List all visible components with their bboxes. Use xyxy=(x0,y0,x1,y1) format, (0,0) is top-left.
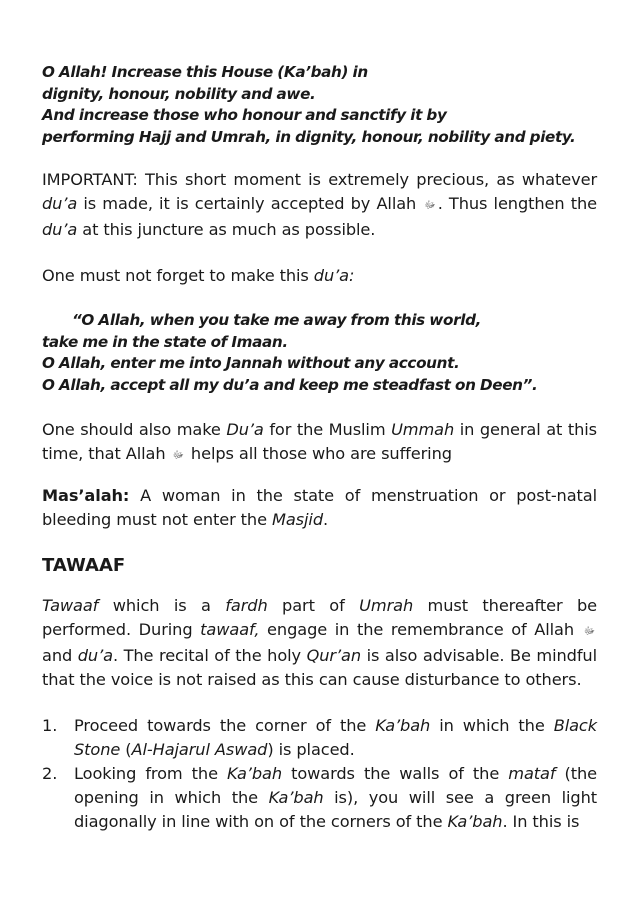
dua-line: “O Allah, when you take me away from this world, xyxy=(72,311,482,329)
ummah-paragraph: One should also make Du’a for the Muslim Ummah in general at this time, that Allah ﷻ helps all those who are suffering xyxy=(42,418,597,468)
steps-list xyxy=(42,714,597,834)
dua-line: O Allah, accept all my du’a and keep me steadfast on Deen”. xyxy=(42,375,538,394)
masalah-paragraph: Mas’alah: A woman in the state of menstruation or post-natal bleeding must not enter the Masjid. xyxy=(42,486,597,529)
dua-line: take me in the state of Imaan. xyxy=(42,332,288,351)
forget-paragraph: One must not forget to make this du’a: xyxy=(42,266,355,285)
tawaaf-paragraph: Tawaaf which is a fardh part of Umrah must thereafter be performed. During tawaaf, engage in the remembrance of Allah ﷻ and du’a. The recital of the holy Qur’an is also advisable. Be mindful that the voice is not raised as this can cause disturbance to others. xyxy=(42,596,598,689)
honorific-seal-icon: ﷻ xyxy=(424,200,436,211)
dua-block xyxy=(42,310,597,396)
honorific-seal-icon: ﷻ xyxy=(172,450,184,461)
list-number: 1. xyxy=(42,716,58,735)
section-heading: TAWAAF xyxy=(42,555,126,576)
list-item: 1. Proceed towards the corner of the Ka’bah in which the Black Stone (Al-Hajarul Aswad) is placed. xyxy=(42,716,597,759)
prayer-line: dignity, honour, nobility and awe. xyxy=(42,84,316,103)
list-number: 2. xyxy=(42,764,58,783)
dua-line: O Allah, enter me into Jannah without any account. xyxy=(42,354,460,372)
honorific-seal-icon: ﷻ xyxy=(583,626,596,637)
prayer-line: O Allah! Increase this House (Ka’bah) in xyxy=(42,63,368,81)
important-paragraph: IMPORTANT: This short moment is extremely precious, as whatever du’a is made, it is certainly accepted by Allah ﷻ . Thus lengthen the du’a at this juncture as much as possible. xyxy=(42,170,598,239)
list-item: 2. Looking from the Ka’bah towards the walls of the mataf (the opening in which the Ka’bah is), you will see a green light diagonally in line with on of the corners of the Ka’bah. In this is xyxy=(42,764,597,831)
document-page xyxy=(42,62,597,834)
prayer-line: performing Hajj and Umrah, in dignity, honour, nobility and piety. xyxy=(42,127,576,146)
masalah-label: Mas’alah: xyxy=(42,486,130,505)
prayer-block xyxy=(42,62,597,148)
prayer-line: And increase those who honour and sanctify it by xyxy=(42,106,447,124)
